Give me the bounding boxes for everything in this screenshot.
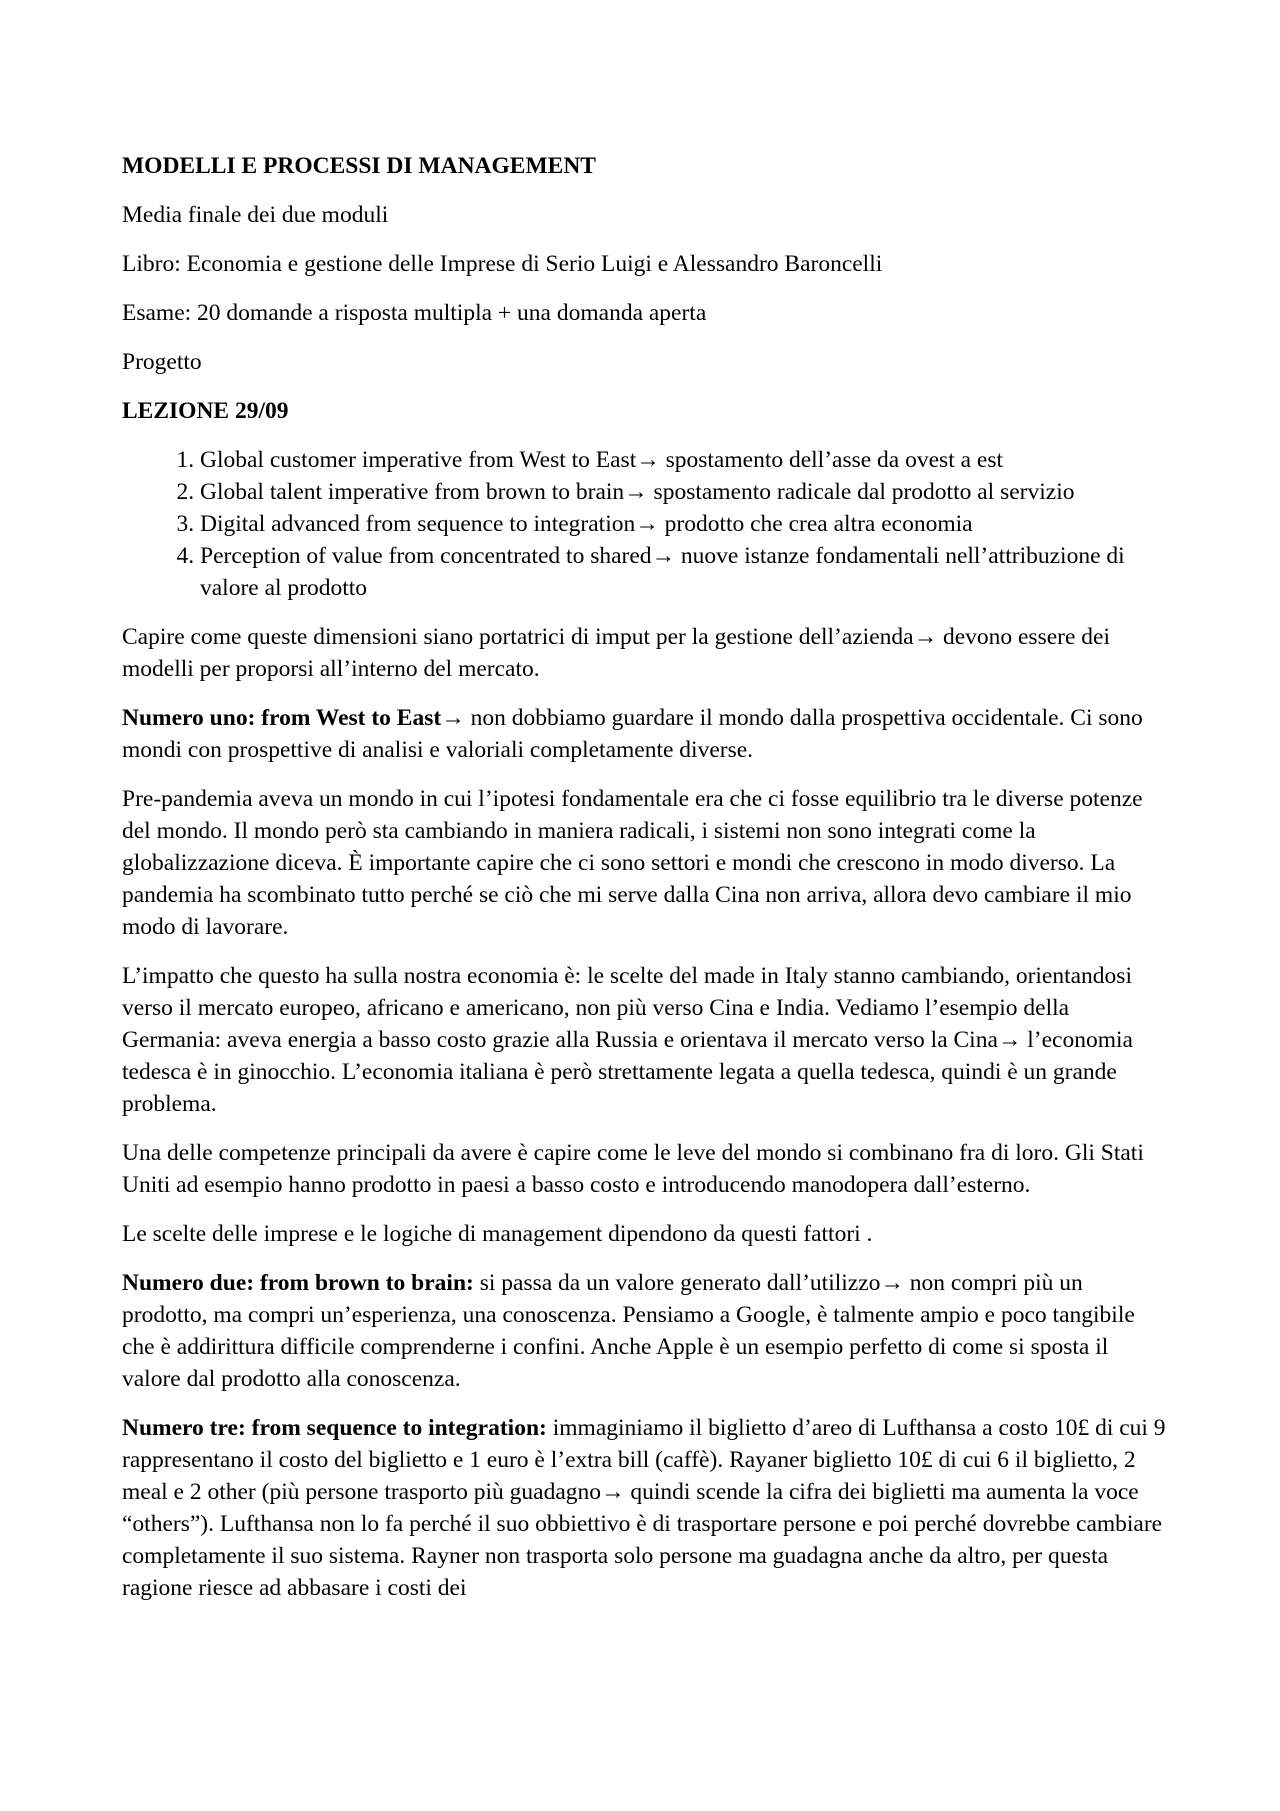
list-item: 4. Perception of value from concentrated to shared→ nuove istanze fondamentali nell’attribuzione di valore al prodotto [200,540,1170,604]
numero-due-label: Numero due: from brown to brain: [122,1270,474,1296]
paragraph-impatto: L’impatto che questo ha sulla nostra economia è: le scelte del made in Italy stanno cambiando, orientandosi verso il mercato europeo, africano e americano, non più verso Cina e India. Vediamo l’esempio della Germania: aveva energia a basso costo grazie alla Russia e orientava il mercato verso la Cina→ l’economia tedesca è in ginocchio. L’economia italiana è però strettamente legata a quella tedesca, quindi è un grande problema. [122,963,1133,1117]
intro-line: Libro: Economia e gestione delle Imprese di Serio Luigi e Alessandro Baroncelli [122,251,883,277]
numero-tre-text: immaginiamo il biglietto d’areo di Lufthansa a costo 10£ di cui 9 rappresentano il costo del biglietto e 1 euro è l’extra bill (caffè). Rayaner biglietto 10£ di cui 6 il biglietto, 2 meal e 2 other (più persone trasporto più guadagno→ quindi scende la cifra dei biglietti ma aumenta la voce “others”). Lufthansa non lo fa perché il suo obbiettivo è di trasportare persone e poi perché dovrebbe cambiare completamente il suo sistema. Rayner non trasporta solo persone ma guadagna anche da altro, per questa ragione riesce ad abbasare i costi dei [122,1415,1166,1601]
paragraph-capire: Capire come queste dimensioni siano portatrici di imput per la gestione dell’azienda→ devono essere dei modelli per proporsi all’interno del mercato. [122,624,1110,682]
lesson-heading: LEZIONE 29/09 [122,398,289,424]
intro-line: Media finale dei due moduli [122,202,389,228]
numero-uno-label: Numero uno: from West to East→ [122,705,465,731]
paragraph-pandemia: Pre-pandemia aveva un mondo in cui l’ipotesi fondamentale era che ci fosse equilibrio tra le diverse potenze del mondo. Il mondo però sta cambiando in maniera radicali, i sistemi non sono integrati come la globalizzazione diceva. È importante capire che ci sono settori e mondi che crescono in modo diverso. La pandemia ha scombinato tutto perché se ciò che mi serve dalla Cina non arriva, allora devo cambiare il mio modo di lavorare. [122,786,1143,940]
document-body [122,150,1170,1621]
paragraph-numero-tre [122,1412,1170,1604]
list-item: 3. Digital advanced from sequence to integration→ prodotto che crea altra economia [200,508,1170,540]
intro-line: Esame: 20 domande a risposta multipla + una domanda aperta [122,300,707,326]
list-item: 2. Global talent imperative from brown to brain→ spostamento radicale dal prodotto al servizio [200,476,1170,508]
imperatives-list [122,444,1170,604]
intro-line: Progetto [122,349,202,375]
document-title: MODELLI E PROCESSI DI MANAGEMENT [122,153,596,179]
paragraph-scelte: Le scelte delle imprese e le logiche di management dipendono da questi fattori . [122,1221,873,1247]
list-item: 1. Global customer imperative from West to East→ spostamento dell’asse da ovest a est [200,444,1170,476]
paragraph-numero-due [122,1267,1170,1395]
numero-uno-text: non dobbiamo guardare il mondo dalla prospettiva occidentale. Ci sono mondi con prospettive di analisi e valoriali completamente diverse. [122,705,1143,763]
numero-due-text: si passa da un valore generato dall’utilizzo→ non compri più un prodotto, ma compri un’esperienza, una conoscenza. Pensiamo a Google, è talmente ampio e poco tangibile che è addirittura difficile comprenderne i confini. Anche Apple è un esempio perfetto di come si sposta il valore dal prodotto alla conoscenza. [122,1270,1135,1392]
paragraph-numero-uno [122,702,1170,766]
paragraph-competenze: Una delle competenze principali da avere è capire come le leve del mondo si combinano fra di loro. Gli Stati Uniti ad esempio hanno prodotto in paesi a basso costo e introducendo manodopera dall’esterno. [122,1140,1144,1198]
numero-tre-label: Numero tre: from sequence to integration: [122,1415,547,1441]
